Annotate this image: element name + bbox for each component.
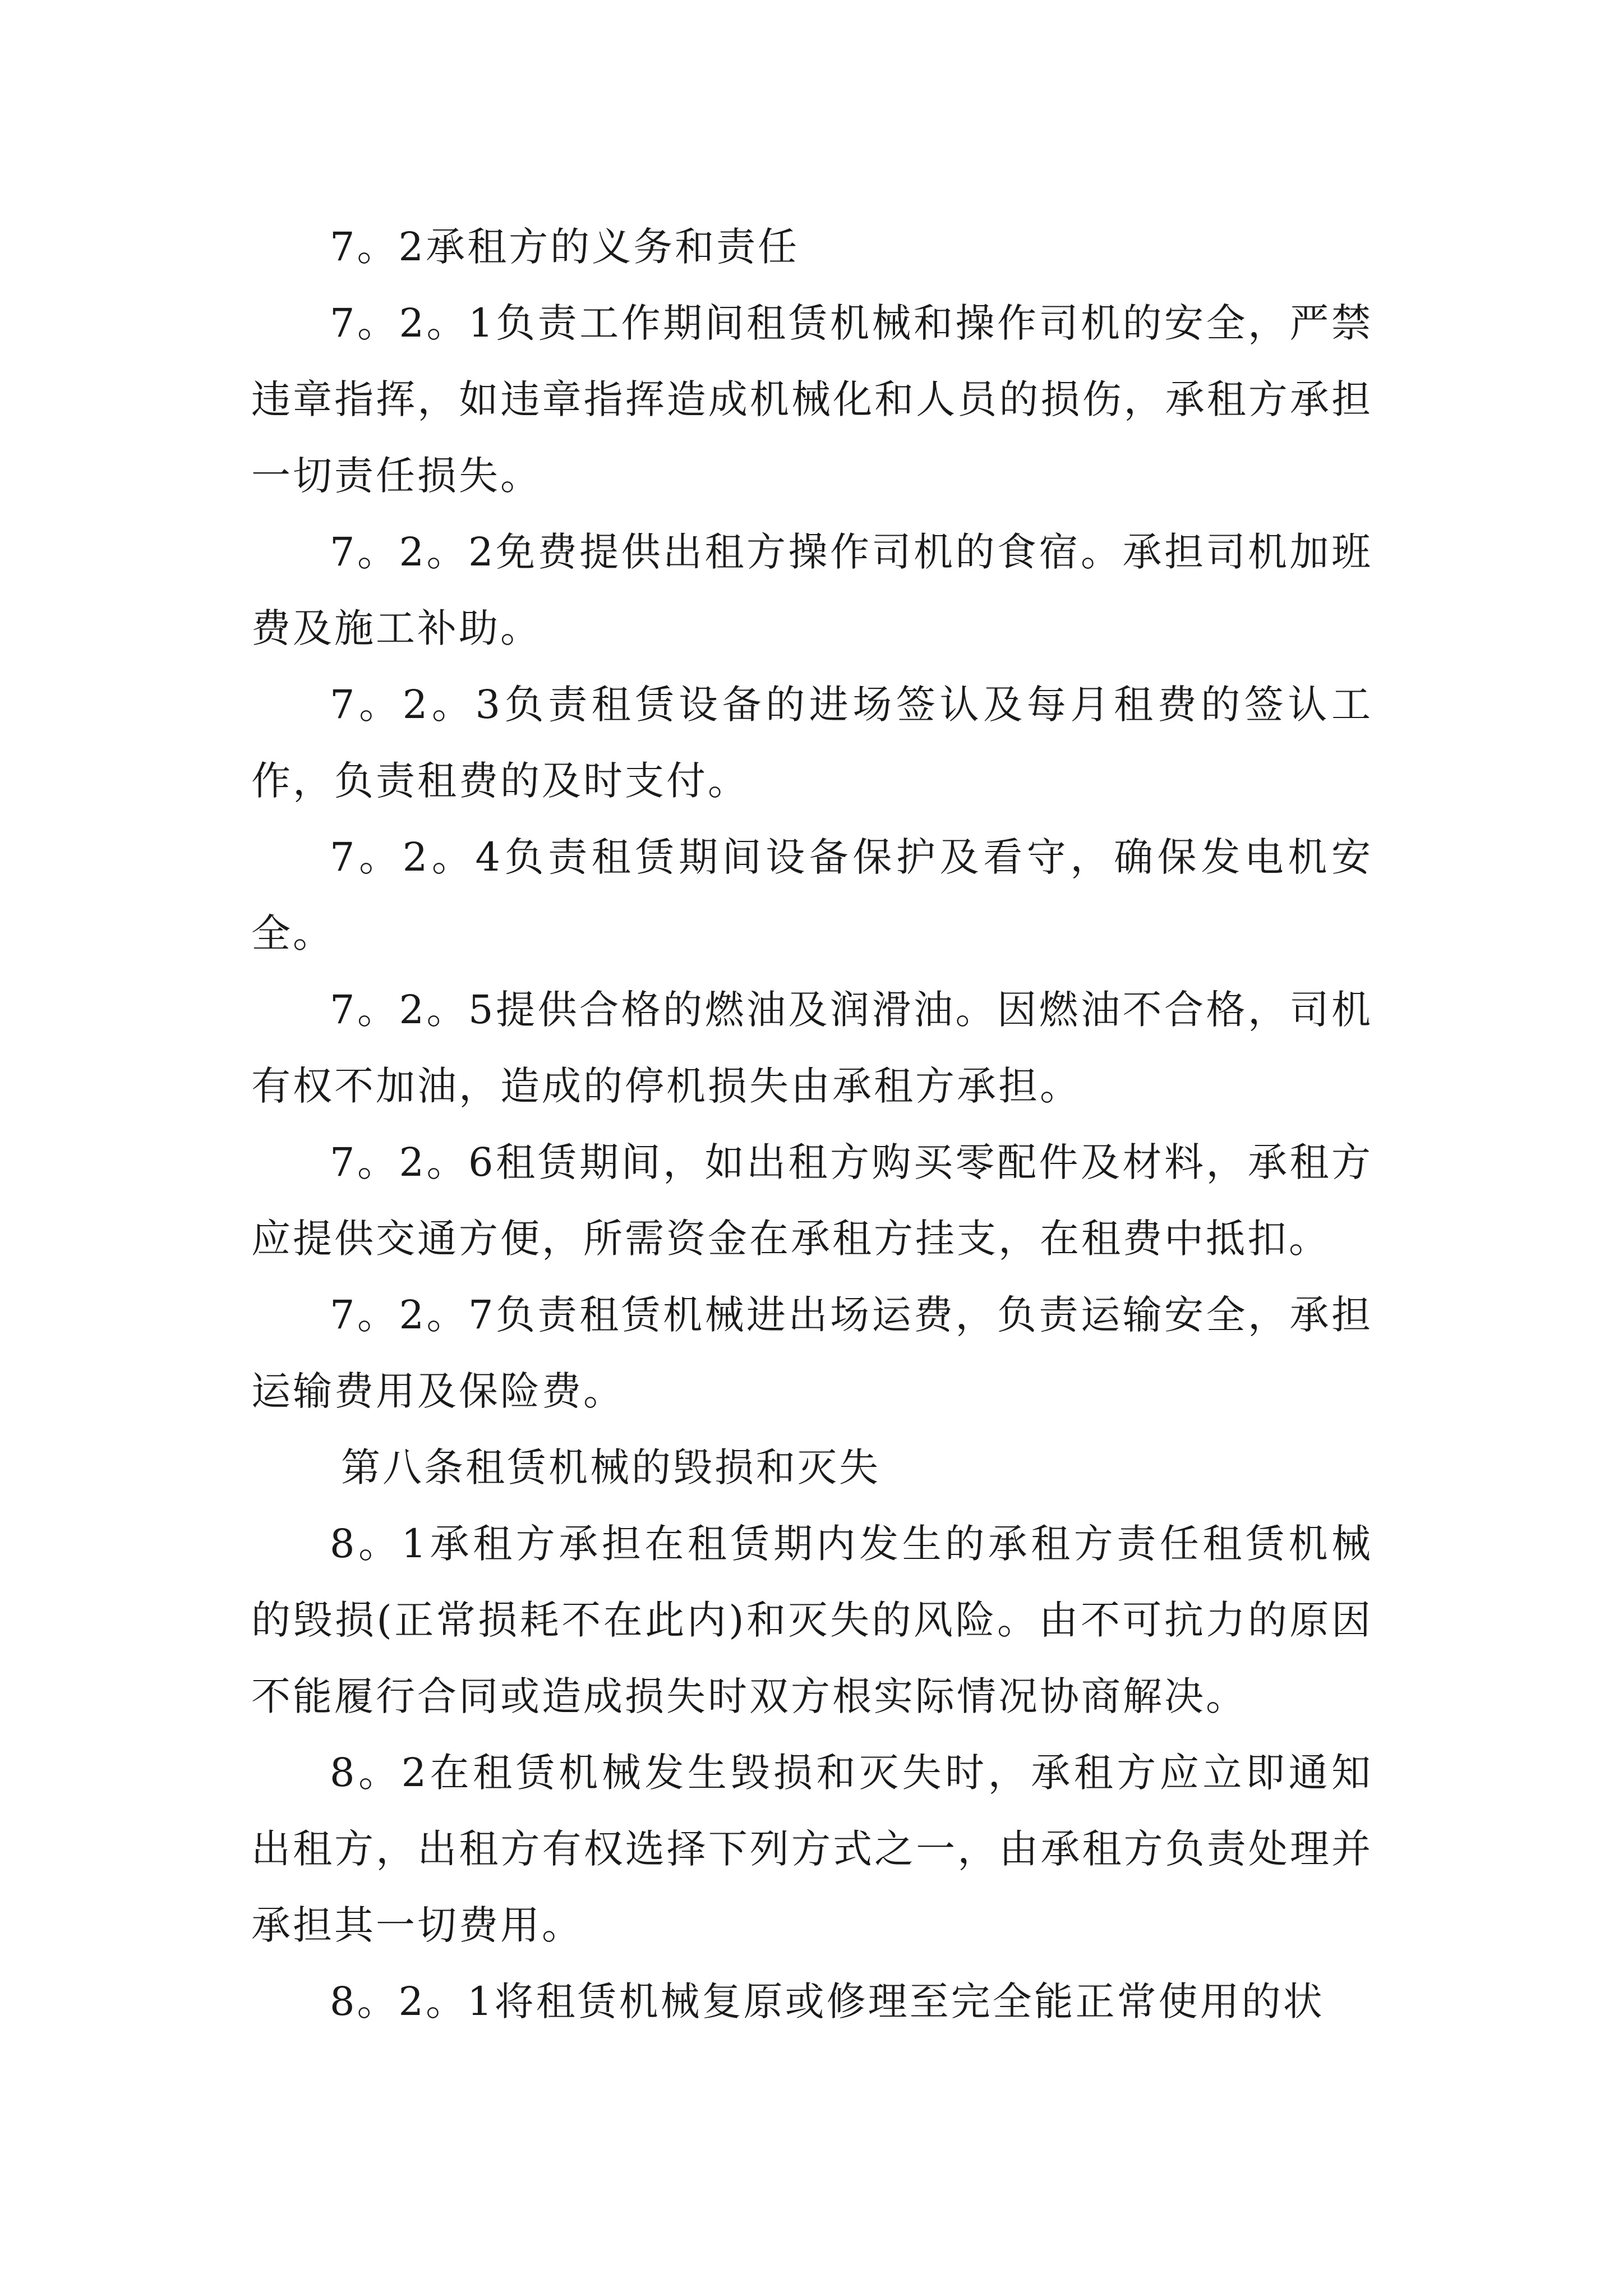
clause-7-2-4: 7。2。4负责租赁期间设备保护及看守，确保发电机安全。 [251, 834, 1373, 956]
clause-8-2-1: 8。2。1将租赁机械复原或修理至完全能正常使用的状 [330, 1978, 1325, 2024]
article-heading-8: 第八条租赁机械的毁损和灭失 [341, 1444, 880, 1490]
section-heading-7-2: 7。2承租方的义务和责任 [330, 224, 800, 270]
clause-7-2-6: 7。2。6租赁期间，如出租方购买零配件及材料，承租方应提供交通方便，所需资金在承租方挂支，在租费中抵扣。 [251, 1139, 1373, 1262]
clause-7-2-7: 7。2。7负责租赁机械进出场运费，负责运输安全，承担运输费用及保险费。 [251, 1292, 1373, 1414]
clause-7-2-2: 7。2。2免费提供出租方操作司机的食宿。承担司机加班费及施工补助。 [251, 529, 1373, 651]
clause-8-2: 8。2在租赁机械发生毁损和灭失时，承租方应立即通知出租方，出租方有权选择下列方式之一，由承租方负责处理并承担其一切费用。 [251, 1750, 1373, 1948]
clause-7-2-3: 7。2。3负责租赁设备的进场签认及每月租费的签认工作，负责租费的及时支付。 [251, 682, 1373, 804]
document-body [251, 209, 1373, 2040]
clause-7-2-5: 7。2。5提供合格的燃油及润滑油。因燃油不合格，司机有权不加油，造成的停机损失由承租方承担。 [251, 987, 1373, 1109]
clause-8-1: 8。1承租方承担在租赁期内发生的承租方责任租赁机械的毁损(正常损耗不在此内)和灭失的风险。由不可抗力的原因不能履行合同或造成损失时双方根实际情况协商解决。 [251, 1521, 1373, 1719]
clause-7-2-1: 7。2。1负责工作期间租赁机械和操作司机的安全，严禁违章指挥，如违章指挥造成机械化和人员的损伤，承租方承担一切责任损失。 [251, 300, 1373, 499]
